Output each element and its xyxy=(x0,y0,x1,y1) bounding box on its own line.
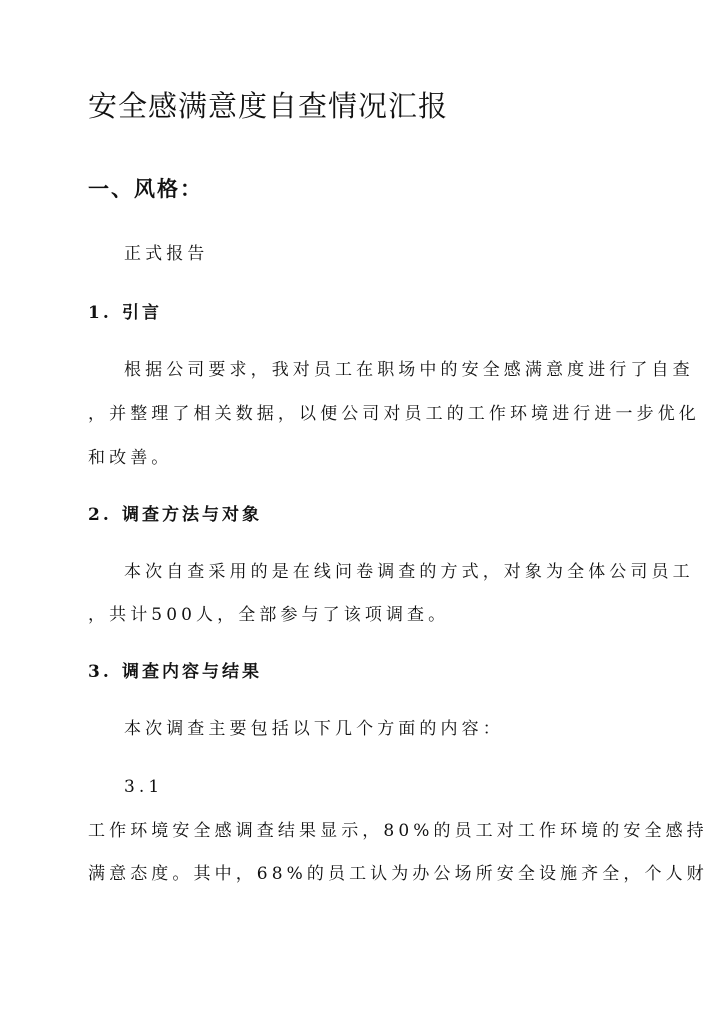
document-title: 安全感满意度自查情况汇报 xyxy=(88,89,449,123)
paragraph-line: 工作环境安全感调查结果显示，80%的员工对工作环境的安全感持 xyxy=(88,821,708,841)
style-heading: 一、风格： xyxy=(88,176,203,201)
subsection-number: 3.1 xyxy=(124,777,164,797)
section-title: 调查内容与结果 xyxy=(122,662,262,682)
paragraph-line: 和改善。 xyxy=(88,448,173,468)
paragraph-line: 满意态度。其中，68%的员工认为办公场所安全设施齐全，个人财 xyxy=(88,864,708,884)
section-number: 3. xyxy=(88,662,112,682)
paragraph-line: 本次自查采用的是在线问卷调查的方式，对象为全体公司员工 xyxy=(124,562,694,582)
section-heading-results xyxy=(88,661,262,683)
section-heading-method xyxy=(88,504,262,526)
paragraph-line: ，共计500人，全部参与了该项调查。 xyxy=(88,605,450,625)
style-content: 正式报告 xyxy=(124,244,209,264)
paragraph-line: ，并整理了相关数据，以便公司对员工的工作环境进行进一步优化 xyxy=(88,404,700,424)
section-title: 调查方法与对象 xyxy=(122,505,262,525)
paragraph-line: 根据公司要求，我对员工在职场中的安全感满意度进行了自查 xyxy=(124,360,694,380)
paragraph-line: 本次调查主要包括以下几个方面的内容： xyxy=(124,719,504,739)
section-number: 1. xyxy=(88,303,112,323)
section-number: 2. xyxy=(88,505,112,525)
section-heading-intro xyxy=(88,302,162,324)
section-title: 引言 xyxy=(122,303,162,323)
